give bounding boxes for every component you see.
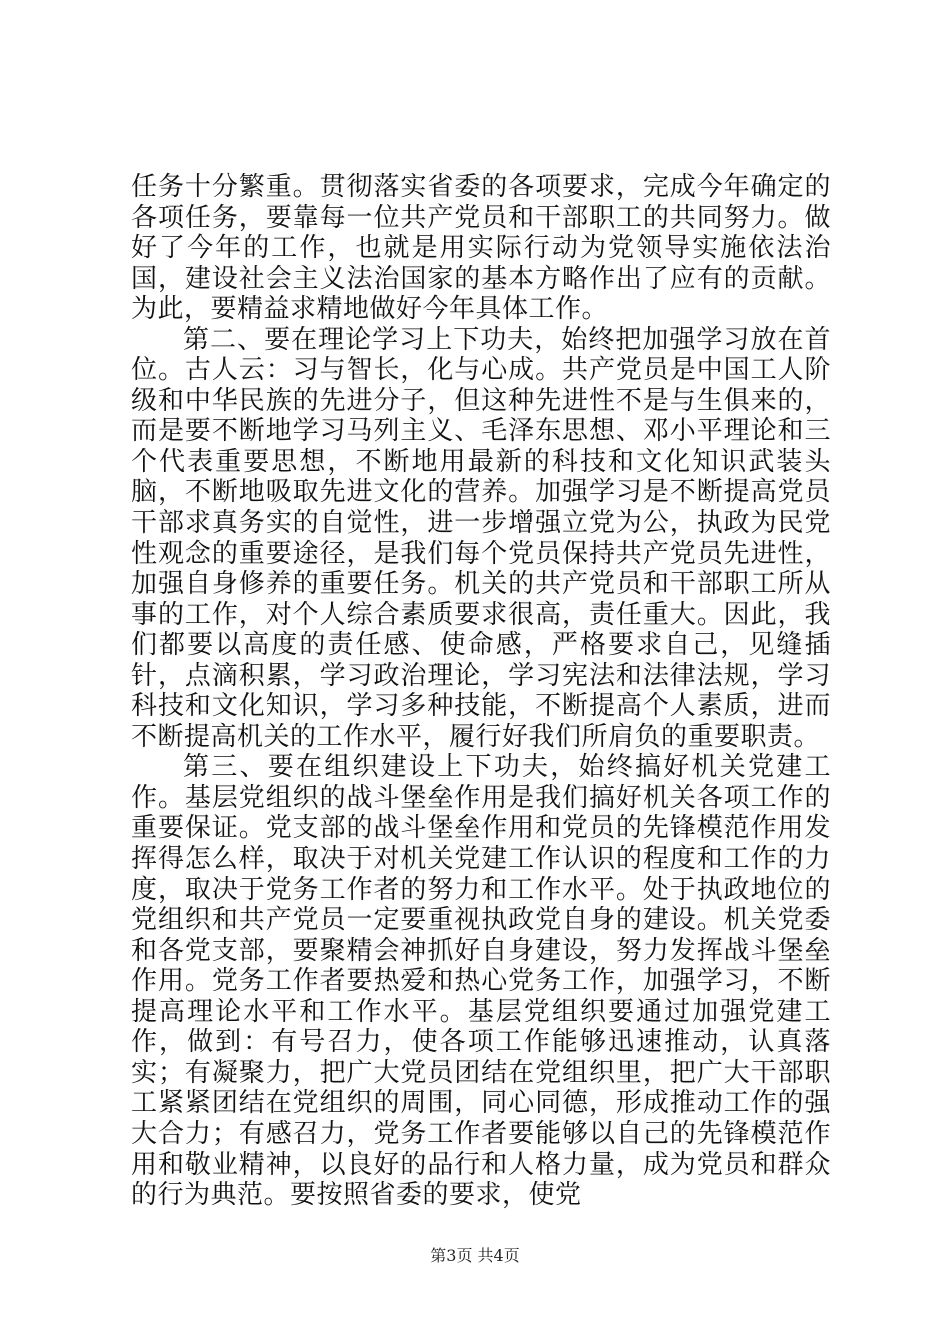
page-number-footer: 第3页 共4页: [430, 1246, 520, 1265]
paragraph-2: 第二、要在理论学习上下功夫，始终把加强学习放在首位。古人云：习与智长，化与心成。共产党员是中国工人阶级和中华民族的先进分子，但这种先进性不是与生俱来的，而是要不断地学习马列主义、毛泽东思想、邓小平理论和三个代表重要思想，不断地用最新的科技和文化知识武装头脑，不断地吸取先进文化的营养。加强学习是不断提高党员干部求真务实的自觉性，进一步增强立党为公，执政为民党性观念的重要途径，是我们每个党员保持共产党员先进性，加强自身修养的重要任务。机关的共产党员和干部职工所从事的工作，对个人综合素质要求很高，责任重大。因此，我们都要以高度的责任感、使命感，严格要求自己，见缝插针，点滴积累，学习政治理论，学习宪法和法律法规，学习科技和文化知识，学习多种技能，不断提高个人素质，进而不断提高机关的工作水平，履行好我们所肩负的重要职责。: [131, 324, 831, 752]
paragraph-3: 第三、要在组织建设上下功夫，始终搞好机关党建工作。基层党组织的战斗堡垒作用是我们搞好机关各项工作的重要保证。党支部的战斗堡垒作用和党员的先锋模范作用发挥得怎么样，取决于对机关党建工作认识的程度和工作的力度，取决于党务工作者的努力和工作水平。处于执政地位的党组织和共产党员一定要重视执政党自身的建设。机关党委和各党支部，要聚精会神抓好自身建设，努力发挥战斗堡垒作用。党务工作者要热爱和热心党务工作，加强学习，不断提高理论水平和工作水平。基层党组织要通过加强党建工作，做到：有号召力，使各项工作能够迅速推动，认真落实；有凝聚力，把广大党员团结在党组织里，把广大干部职工紧紧团结在党组织的周围，同心同德，形成推动工作的强大合力；有感召力，党务工作者要能够以自己的先锋模范作用和敬业精神，以良好的品行和人格力量，成为党员和群众的行为典范。要按照省委的要求，使党: [131, 752, 831, 1211]
document-body: [131, 172, 831, 1211]
paragraph-1: 任务十分繁重。贯彻落实省委的各项要求，完成今年确定的各项任务，要靠每一位共产党员和干部职工的共同努力。做好了今年的工作，也就是用实际行动为党领导实施依法治国，建设社会主义法治国家的基本方略作出了应有的贡献。为此，要精益求精地做好今年具体工作。: [131, 172, 831, 325]
